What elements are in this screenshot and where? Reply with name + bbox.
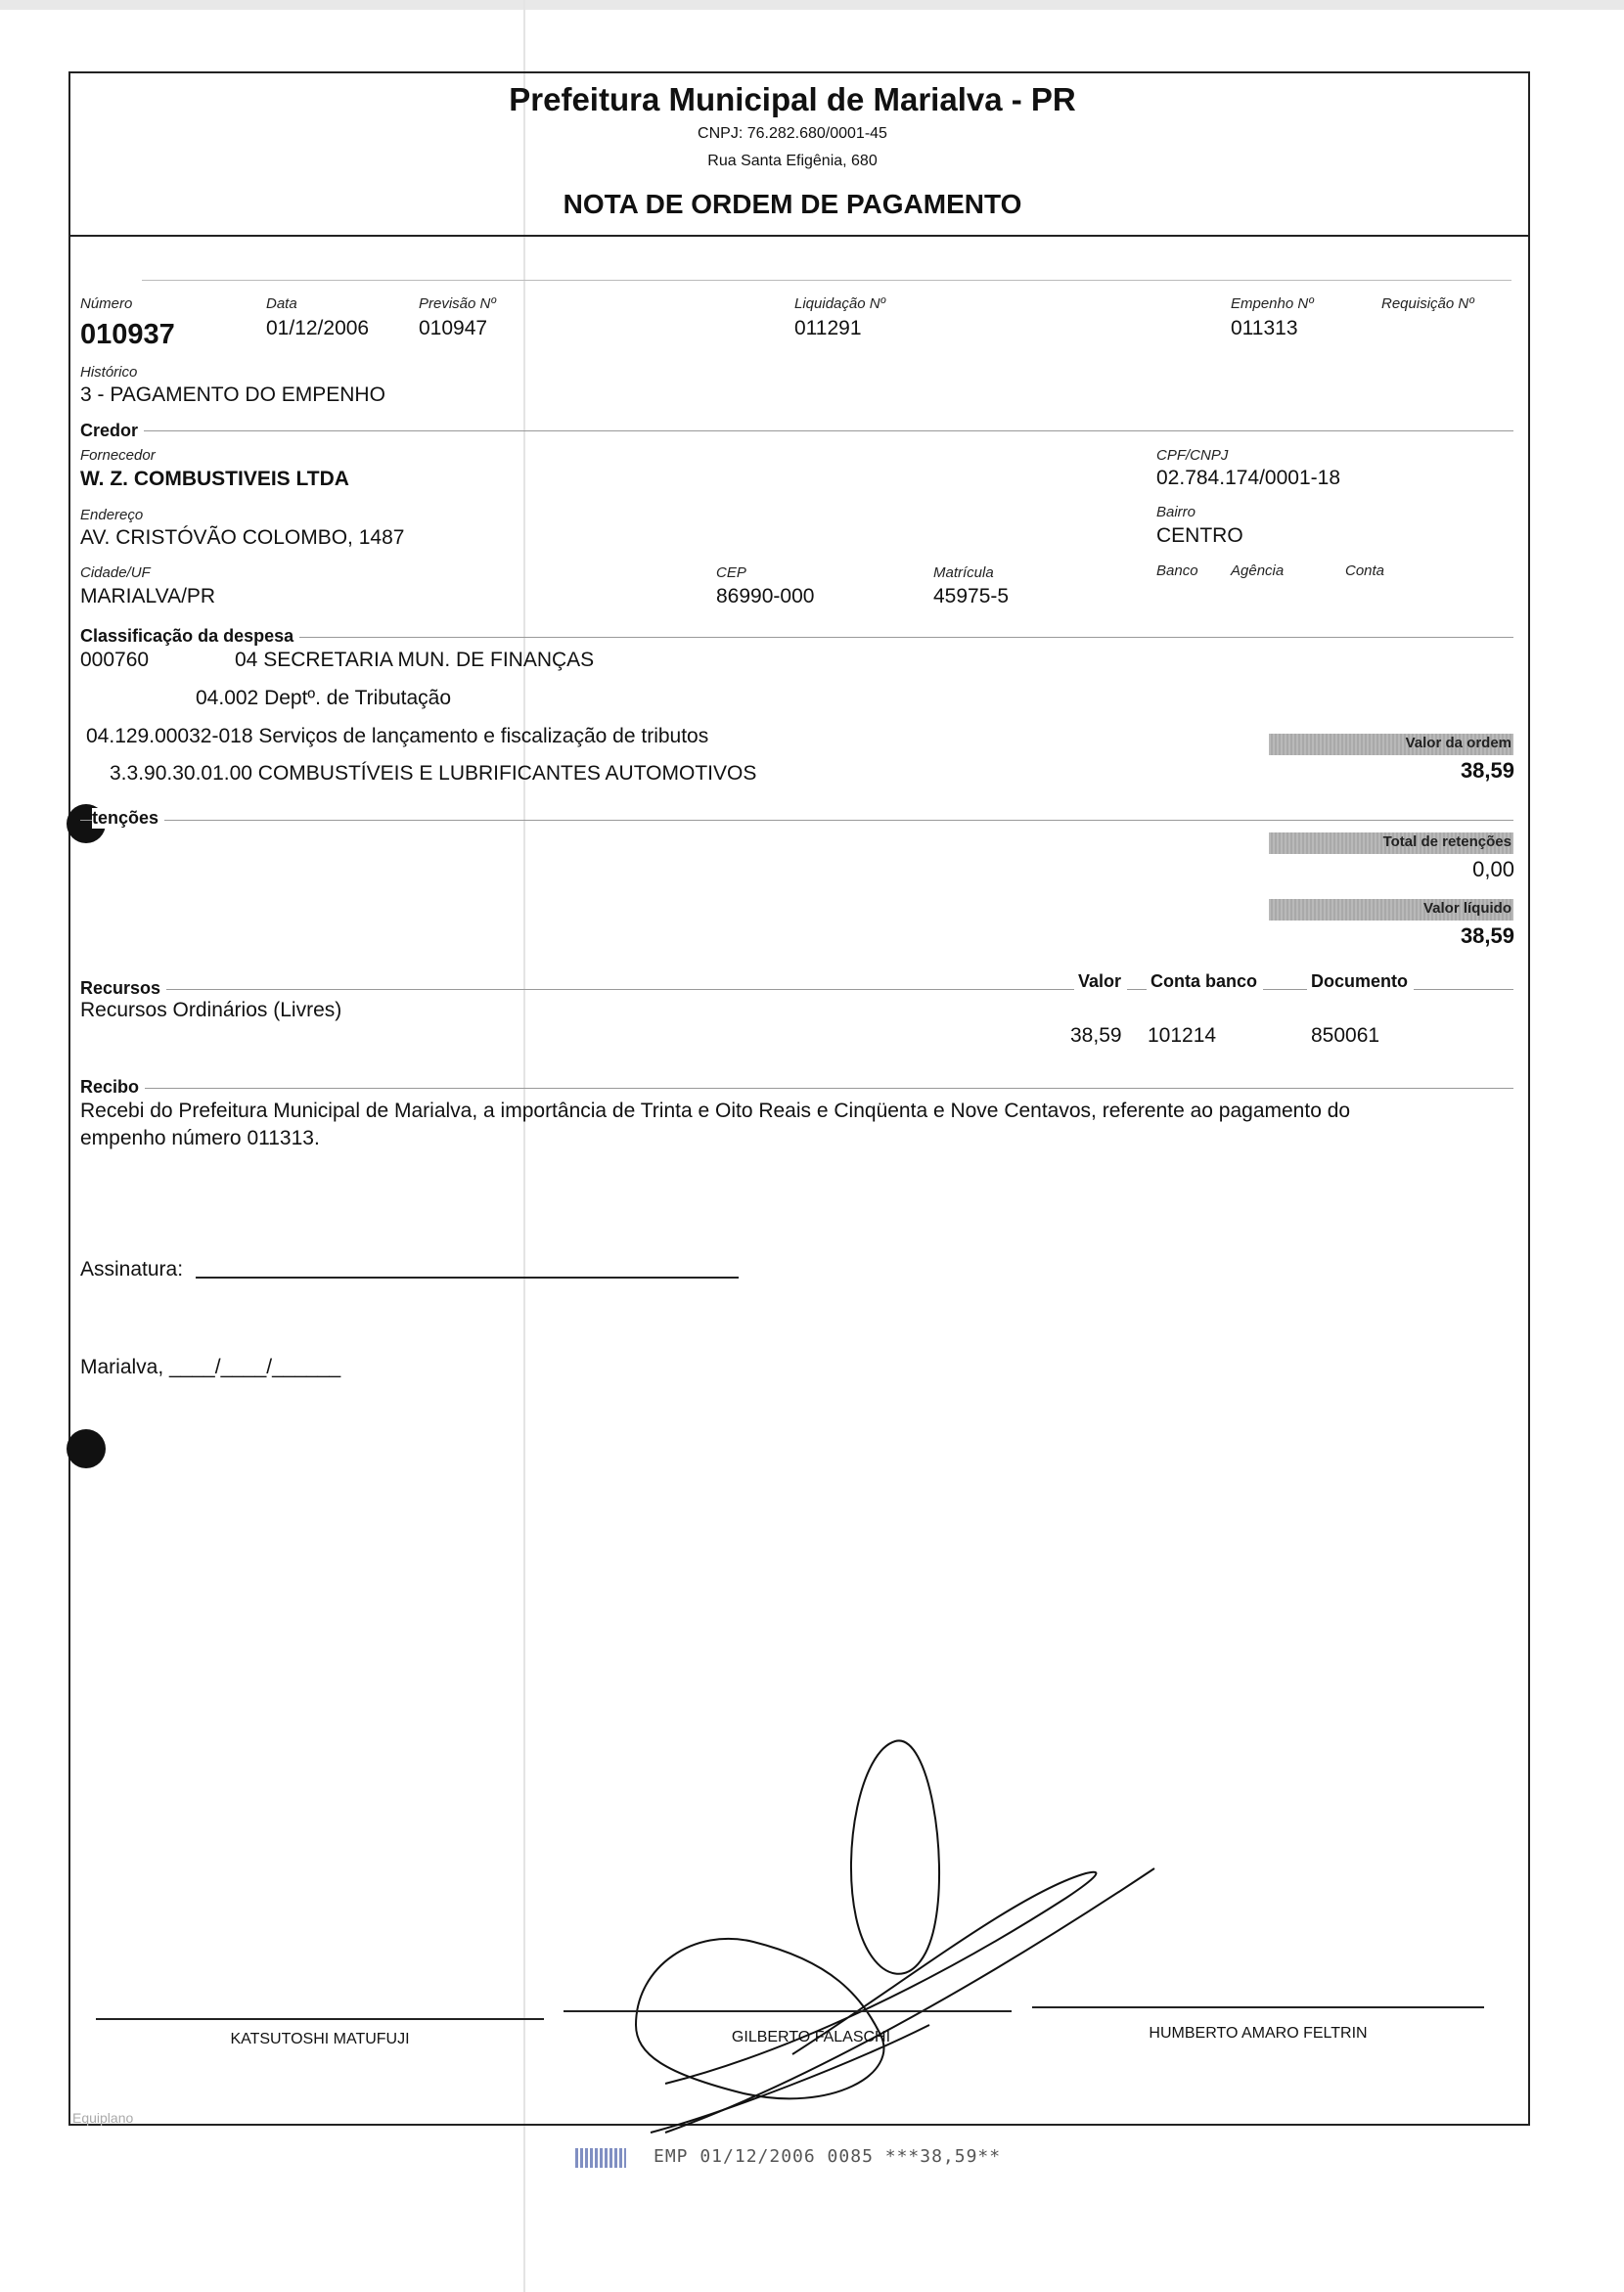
- handwritten-signature: [607, 1731, 1174, 2152]
- valor-liquido-value: 38,59: [1460, 923, 1514, 948]
- recibo-text-line2: empenho número 011313.: [80, 1127, 320, 1149]
- conta-label: Conta: [1345, 562, 1385, 579]
- org-title: Prefeitura Municipal de Marialva - PR: [509, 81, 1076, 117]
- valor-ordem-value: 38,59: [1460, 758, 1514, 783]
- previsao-label: Previsão Nº: [419, 295, 496, 312]
- recursos-section-label: Recursos: [80, 978, 166, 999]
- credor-divider: [80, 430, 1513, 431]
- software-brand: Equiplano: [72, 2110, 134, 2126]
- document-title: NOTA DE ORDEM DE PAGAMENTO: [563, 189, 1022, 219]
- punch-hole: [67, 1429, 106, 1468]
- classificacao-elemento: 3.3.90.30.01.00 COMBUSTÍVEIS E LUBRIFICANTES AUTOMOTIVOS: [110, 762, 757, 785]
- recurso-name: Recursos Ordinários (Livres): [80, 999, 342, 1021]
- banco-label: Banco: [1156, 562, 1198, 579]
- bairro-value: CENTRO: [1156, 524, 1243, 547]
- stamp-logo: [575, 2148, 626, 2168]
- matricula-value: 45975-5: [933, 585, 1010, 607]
- previsao-value: 010947: [419, 317, 488, 339]
- recurso-documento: 850061: [1311, 1024, 1380, 1047]
- signatory-1: KATSUTOSHI MATUFUJI: [230, 2031, 410, 2047]
- retencoes-divider: [80, 820, 1513, 821]
- signature-line-3: [1032, 2006, 1484, 2008]
- recibo-section-label: Recibo: [80, 1077, 145, 1098]
- cpf-cnpj-label: CPF/CNPJ: [1156, 447, 1229, 464]
- credor-section-label: Credor: [80, 421, 144, 441]
- cpf-cnpj-value: 02.784.174/0001-18: [1156, 467, 1341, 489]
- cidade-value: MARIALVA/PR: [80, 585, 216, 607]
- retencoes-section-label: tenções: [92, 808, 164, 829]
- fornecedor-value: W. Z. COMBUSTIVEIS LTDA: [80, 468, 349, 490]
- org-address: Rua Santa Efigênia, 680: [707, 153, 878, 169]
- local-date: Marialva, ____/____/______: [80, 1356, 341, 1378]
- data-value: 01/12/2006: [266, 317, 370, 339]
- total-retencoes-value: 0,00: [1472, 857, 1514, 881]
- agencia-label: Agência: [1231, 562, 1285, 579]
- classificacao-orgao: 04 SECRETARIA MUN. DE FINANÇAS: [235, 649, 595, 671]
- recurso-valor: 38,59: [1070, 1024, 1122, 1047]
- recibo-divider: [80, 1088, 1513, 1089]
- empenho-value: 011313: [1231, 317, 1298, 339]
- assinatura-label: Assinatura:: [80, 1258, 184, 1281]
- org-cnpj: CNPJ: 76.282.680/0001-45: [698, 125, 887, 142]
- historico-value: 3 - PAGAMENTO DO EMPENHO: [80, 383, 385, 406]
- cep-value: 86990-000: [716, 585, 815, 607]
- data-label: Data: [266, 295, 297, 312]
- total-retencoes-label: Total de retenções: [1382, 833, 1511, 850]
- bairro-label: Bairro: [1156, 504, 1196, 520]
- signature-line-2: [564, 2010, 1012, 2012]
- cidade-label: Cidade/UF: [80, 564, 151, 581]
- scan-edge: [0, 0, 1624, 10]
- cep-label: CEP: [716, 564, 746, 581]
- recursos-valor-header: Valor: [1074, 971, 1127, 992]
- header-subdivider: [142, 280, 1511, 281]
- classificacao-funcional: 04.129.00032-018 Serviços de lançamento e fiscalização de tributos: [86, 725, 709, 747]
- valor-ordem-bar: [1269, 734, 1513, 755]
- endereco-label: Endereço: [80, 507, 144, 523]
- classificacao-section-label: Classificação da despesa: [80, 626, 299, 647]
- header-divider: [68, 235, 1528, 237]
- fornecedor-label: Fornecedor: [80, 447, 156, 464]
- signature-line-1: [96, 2018, 544, 2020]
- assinatura-line: [196, 1277, 739, 1279]
- liquidacao-value: 011291: [794, 317, 862, 339]
- endereco-value: AV. CRISTÓVÃO COLOMBO, 1487: [80, 526, 405, 549]
- total-retencoes-bar: [1269, 832, 1513, 854]
- numero-label: Número: [80, 295, 133, 312]
- liquidacao-label: Liquidação Nº: [794, 295, 886, 312]
- recurso-conta: 101214: [1148, 1024, 1217, 1047]
- classificacao-unidade: 04.002 Deptº. de Tributação: [196, 687, 452, 709]
- mechanical-stamp: EMP 01/12/2006 0085 ***38,59**: [654, 2146, 1002, 2167]
- valor-liquido-label: Valor líquido: [1422, 900, 1511, 917]
- recibo-text-line1: Recebi do Prefeitura Municipal de Marialva, a importância de Trinta e Oito Reais e Cinqüenta e Nove Centavos, referente ao pagamento do: [80, 1100, 1351, 1122]
- recursos-divider: [80, 989, 1513, 990]
- valor-ordem-label: Valor da ordem: [1405, 735, 1511, 751]
- signatory-2: GILBERTO FALASCHI: [731, 2029, 891, 2045]
- requisicao-label: Requisição Nº: [1381, 295, 1474, 312]
- recursos-documento-header: Documento: [1307, 971, 1414, 992]
- numero-value: 010937: [80, 319, 175, 350]
- recursos-conta-header: Conta banco: [1147, 971, 1263, 992]
- empenho-label: Empenho Nº: [1231, 295, 1314, 312]
- signatory-3: HUMBERTO AMARO FELTRIN: [1149, 2025, 1368, 2042]
- historico-label: Histórico: [80, 364, 138, 381]
- valor-liquido-bar: [1269, 899, 1513, 921]
- classificacao-code: 000760: [80, 649, 150, 671]
- matricula-label: Matrícula: [933, 564, 994, 581]
